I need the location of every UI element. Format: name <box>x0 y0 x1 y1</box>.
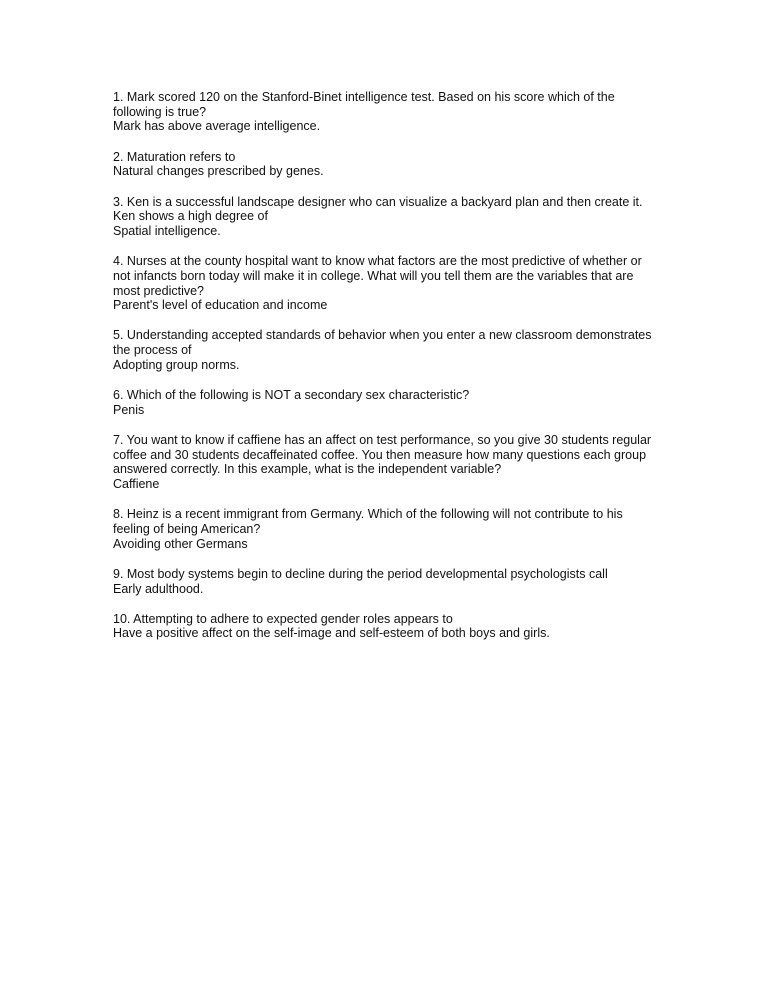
question-item-4 <box>113 254 661 313</box>
answer-text: Mark has above average intelligence. <box>113 119 321 134</box>
question-text: 7. You want to know if caffiene has an affect on test performance, so you give 30 students regular coffee and 30 students decaffeinated coffee. You then measure how many questions each group answered correctly. In this example, what is the independent variable? <box>113 432 652 477</box>
question-item-10 <box>113 612 661 641</box>
answer-text: Parent's level of education and income <box>113 298 328 313</box>
question-item-8 <box>113 507 661 551</box>
answer-text: Have a positive affect on the self-image and self-esteem of both boys and girls. <box>113 626 550 641</box>
question-text: 10. Attempting to adhere to expected gender roles appears to <box>113 611 453 626</box>
question-item-1 <box>113 90 661 134</box>
question-item-7 <box>113 433 661 492</box>
question-text: 1. Mark scored 120 on the Stanford-Binet intelligence test. Based on his score which of the following is true? <box>113 90 615 119</box>
question-text: 3. Ken is a successful landscape designer who can visualize a backyard plan and then create it. Ken shows a high degree of <box>113 194 643 224</box>
answer-text: Spatial intelligence. <box>113 223 221 238</box>
answer-text: Adopting group norms. <box>113 357 240 372</box>
question-text: 8. Heinz is a recent immigrant from Germany. Which of the following will not contribute to his feeling of being American? <box>113 507 623 536</box>
question-item-9 <box>113 567 661 596</box>
question-text: 2. Maturation refers to <box>113 149 236 164</box>
question-item-3 <box>113 195 661 239</box>
question-text: 6. Which of the following is NOT a secondary sex characteristic? <box>113 388 470 403</box>
answer-text: Caffiene <box>113 477 160 492</box>
quiz-document <box>113 90 661 657</box>
question-item-5 <box>113 328 661 372</box>
answer-text: Avoiding other Germans <box>113 536 248 551</box>
question-text: 5. Understanding accepted standards of behavior when you enter a new classroom demonstrates the process of <box>113 328 652 358</box>
answer-text: Early adulthood. <box>113 581 204 596</box>
answer-text: Penis <box>113 402 145 417</box>
question-item-2 <box>113 150 661 179</box>
question-text: 9. Most body systems begin to decline during the period developmental psychologists call <box>113 566 608 581</box>
question-item-6 <box>113 388 661 417</box>
question-text: 4. Nurses at the county hospital want to know what factors are the most predictive of whether or not infancts born today will make it in college. What will you tell them are the variables that are most predictive? <box>113 254 642 298</box>
answer-text: Natural changes prescribed by genes. <box>113 164 324 179</box>
